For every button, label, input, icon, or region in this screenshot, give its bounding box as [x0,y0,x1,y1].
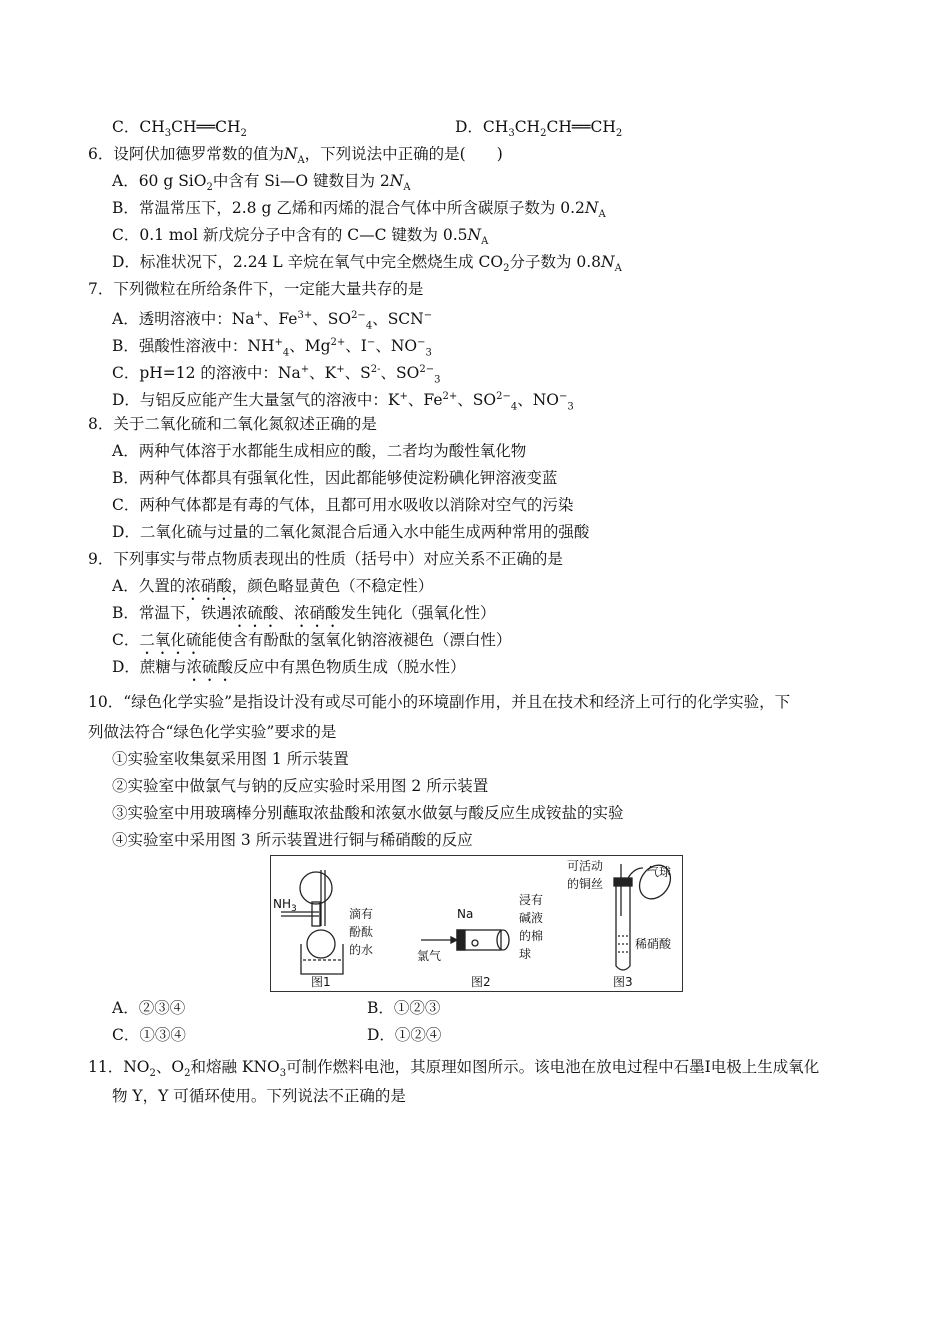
q11-stem-line2: 物 Y，Y 可循环使用。下列说法不正确的是 [112,1087,406,1105]
water-label-1: 滴有 [349,907,374,921]
q10-statement-2: ②实验室中做氯气与钠的反应实验时采用图 2 所示装置 [112,777,489,795]
q9-option-d: D．蔗糖与浓硫酸反应中有黑色物质生成（脱水性） [112,658,466,676]
q8-option-c: C．两种气体都是有毒的气体，且都可用水吸收以消除对空气的污染 [112,496,574,514]
q10-option-c: C．①③④ [112,1026,186,1044]
water-label-2: 酚酞 [349,925,374,939]
q7-option-c: C．pH=12 的溶液中：Na+、K+、$S^{2-}$、$SO^{2-}_3$ [112,364,441,386]
flask-neck [312,902,320,926]
q10-stem-line1: 10．“绿色化学实验”是指设计没有或尽可能小的环境副作用，并且在技术和经济上可行的化学实验，下 [88,693,791,711]
cotton-ball [497,930,509,950]
q6-option-a: A．60 g SiO$_2$中含有 Si—O 键数目为 $2N_A$ [112,172,411,194]
figure-1-apparatus [281,870,343,974]
q7-stem: 7．下列微粒在所给条件下，一定能大量共存的是 [88,280,424,298]
q10-option-d: D．①②④ [367,1026,442,1044]
figure-3-caption: 图3 [613,975,633,989]
q10-statement-1: ①实验室收集氨采用图 1 所示装置 [112,750,349,768]
cotton-label-2: 碱液 [519,911,544,925]
wire-label-2: 的铜丝 [567,877,604,891]
cotton-label-1: 浸有 [519,893,544,907]
cotton-label-4: 球 [519,947,532,961]
figure-2-caption: 图2 [471,975,491,989]
cotton-label-3: 的棉 [519,929,544,943]
q9-option-c: C．二氧化硫能使含有酚酞的氢氧化钠溶液褪色（漂白性） [112,631,512,649]
q11-stem-line1: 11．$NO_2$、$O_2$和熔融 $KNO_3$可制作燃料电池，其原理如图所示。该电池在放电过程中石墨Ⅰ电极上生成氧化 [88,1058,820,1080]
balloon-label: 气球 [647,865,672,879]
figure-1-caption: 图1 [311,975,331,989]
q6-stem: 6．设阿伏加德罗常数的值为$N_A$，下列说法中正确的是( ) [88,145,503,167]
nh3-label: $NH_3$ [273,897,297,914]
q5-option-c: C．$CH_3CH══CH_2$ [112,118,247,140]
figure-2-apparatus [421,930,509,950]
stopper [614,878,632,886]
q7-option-a: A．透明溶液中：Na+、$Fe^{3+}$、$SO^{2-}_4$、SCN− [112,310,433,332]
q9-option-b: B．常温下，铁遇浓硫酸、浓硝酸发生钝化（强氧化性） [112,604,496,622]
q9-option-a: A．久置的浓硝酸，颜色略显黄色（不稳定性） [112,577,434,595]
q8-option-b: B．两种气体都具有强氧化性，因此都能够使淀粉碘化钾溶液变蓝 [112,469,558,487]
q8-option-d: D．二氧化硫与过量的二氧化氮混合后通入水中能生成两种常用的强酸 [112,523,590,541]
q10-option-b: B．①②③ [367,999,441,1017]
acid-label: 稀硝酸 [635,937,672,951]
funnel-bulb [307,930,335,958]
q10-option-a: A．②③④ [112,999,186,1017]
q8-stem: 8．关于二氧化硫和二氧化氮叙述正确的是 [88,415,377,433]
q6-option-b: B．常温常压下，2.8 g 乙烯和丙烯的混合气体中所含碳原子数为 $0.2N_A$ [112,199,606,221]
chlorine-label: 氯气 [417,949,442,963]
q7-option-d: D．与铝反应能产生大量氢气的溶液中：K+、$Fe^{2+}$、$SO^{2-}_4$、$NO^-_3$ [112,391,574,413]
q10-stem-line2: 列做法符合“绿色化学实验”要求的是 [88,723,337,741]
q9-stem: 9．下列事实与带点物质表现出的性质（括号中）对应关系不正确的是 [88,550,563,568]
na-label: Na [457,907,474,921]
q10-statement-4: ④实验室中采用图 3 所示装置进行铜与稀硝酸的反应 [112,831,473,849]
q6-option-c: C．0.1 mol 新戊烷分子中含有的 C—C 键数为 $0.5N_A$ [112,226,489,248]
test-tube [616,886,630,970]
flask-bulb [300,872,332,904]
q8-option-a: A．两种气体溶于水都能生成相应的酸，二者均为酸性氧化物 [112,442,527,460]
water-label-3: 的水 [349,943,374,957]
q5-option-d: D．$CH_3CH_2CH══CH_2$ [455,118,623,140]
q7-option-b: B．强酸性溶液中：$NH^+_4$、$Mg^{2+}$、I−、$NO^-_3$ [112,337,432,359]
q6-option-d: D．标准状况下，2.24 L 辛烷在氧气中完全燃烧生成 $CO_2$分子数为 $0.8N_A$ [112,253,622,275]
q10-apparatus-figure [270,855,683,992]
q10-statement-3: ③实验室中用玻璃棒分别蘸取浓盐酸和浓氨水做氨与酸反应生成铵盐的实验 [112,804,624,822]
wire-label-1: 可活动 [567,859,604,873]
